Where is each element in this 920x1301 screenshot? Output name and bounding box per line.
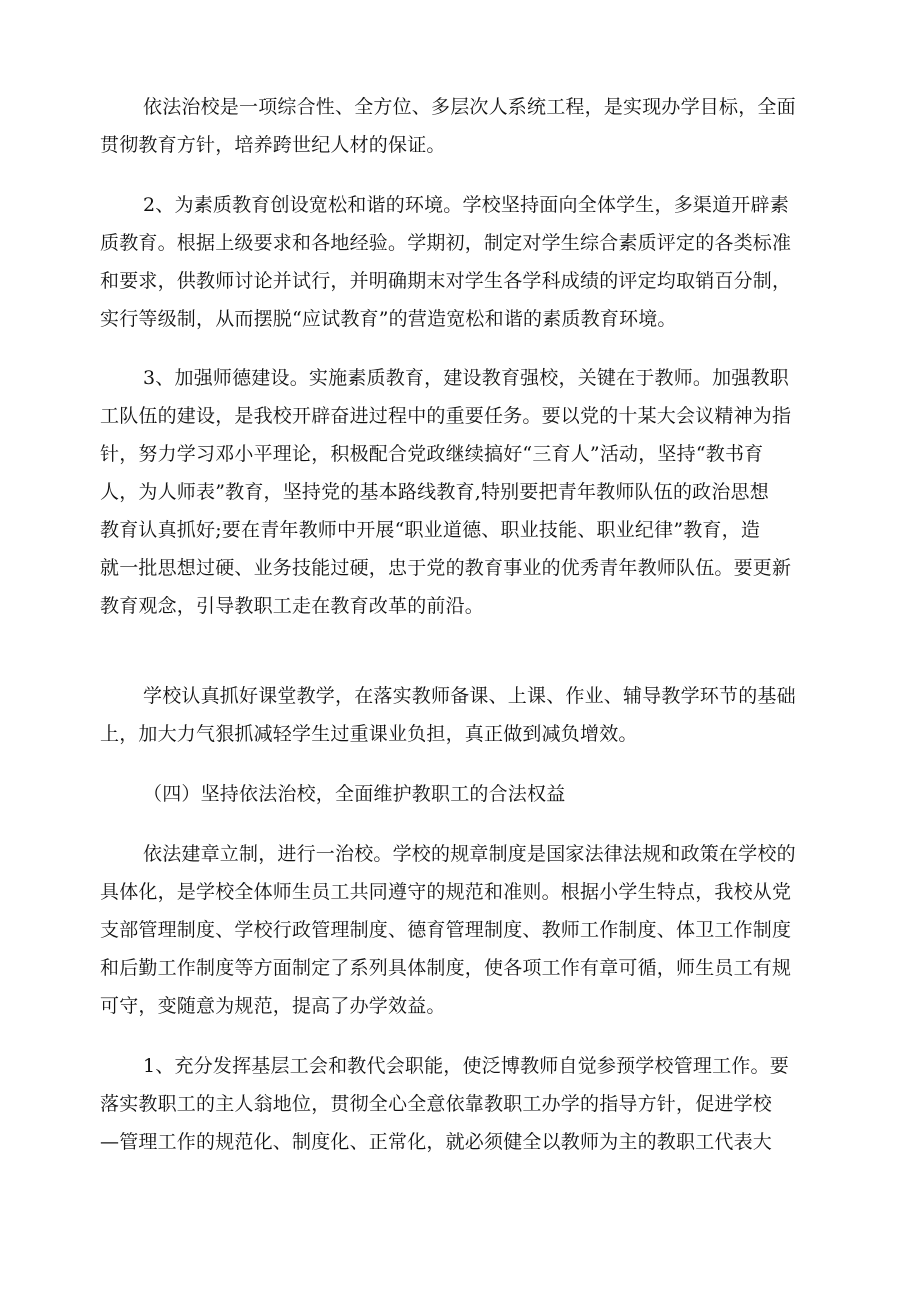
- text-line: 教育观念，引导教职工走在教育改革的前沿。: [100, 595, 485, 617]
- text-line: 支部管理制度、学校行政管理制度、德育管理制度、教师工作制度、体卫工作制度: [100, 919, 792, 941]
- text-line: 贯彻教育方针，培养跨世纪人材的保证。: [100, 134, 446, 156]
- section-heading-four: [100, 775, 840, 813]
- text-line: 人，为人师表”教育，坚持党的基本路线教育,特别要把青年教师队伍的政治思想: [100, 481, 769, 503]
- text-line: —管理工作的规范化、制度化、正常化，就必须健全以教师为主的教职工代表大: [100, 1131, 773, 1153]
- paragraph-classroom-teaching: [100, 677, 840, 753]
- text-line: 具体化，是学校全体师生员工共同遵守的规范和准则。根据小学生特点，我校从党: [100, 881, 792, 903]
- text-line: 实行等级制，从而摆脱“应试教育”的营造宽松和谐的素质教育环境。: [100, 308, 677, 330]
- text-line: 上，加大力气狠抓减轻学生过重课业负担，真正做到减负增效。: [100, 723, 638, 745]
- text-line: 就一批思想过硬、业务技能过硬，忠于党的教育事业的优秀青年教师队伍。要更新: [100, 557, 792, 579]
- text-line: 教育认真抓好;要在青年教师中开展“职业道德、职业技能、职业纪律”教育，造: [100, 519, 761, 541]
- text-line: 1、充分发挥基层工会和教代会职能，使泛博教师自觉参预学校管理工作。要: [143, 1055, 789, 1077]
- paragraph-rules-and-regulations: [100, 835, 840, 1025]
- text-line: 和要求，供教师讨论并试行，并明确期末对学生各学科成绩的评定均取销百分制，: [100, 270, 792, 292]
- text-line: 针，努力学习邓小平理论，积极配合党政继续搞好“三育人”活动，坚持“教书育: [100, 443, 764, 465]
- text-line: 依法治校是一项综合性、全方位、多层次人系统工程，是实现办学目标，全面: [143, 96, 796, 118]
- text-line: 依法建章立制，进行一治校。学校的规章制度是国家法律法规和政策在学校的: [143, 843, 796, 865]
- text-line: 落实教职工的主人翁地位，贯彻全心全意依靠教职工办学的指导方针，促进学校: [100, 1093, 773, 1115]
- text-line: 质教育。根据上级要求和各地经验。学期初，制定对学生综合素质评定的各类标准: [100, 232, 792, 254]
- section-heading: （四）坚持依法治校，全面维护教职工的合法权益: [143, 783, 566, 805]
- paragraph-item-1-union-congress: [100, 1047, 840, 1161]
- paragraph-rule-by-law-intro: [100, 88, 840, 164]
- text-line: 学校认真抓好课堂教学，在落实教师备课、上课、作业、辅导教学环节的基础: [143, 685, 796, 707]
- paragraph-item-2-quality-education: [100, 186, 840, 338]
- paragraph-item-3-teacher-ethics: [100, 359, 840, 625]
- text-line: 2、为素质教育创设宽松和谐的环境。学校坚持面向全体学生，多渠道开辟素: [143, 194, 789, 216]
- text-line: 可守，变随意为规范，提高了办学效益。: [100, 995, 446, 1017]
- text-line: 工队伍的建设，是我校开辟奋进过程中的重要任务。要以党的十某大会议精神为指: [100, 405, 792, 427]
- text-line: 3、加强师德建设。实施素质教育，建设教育强校，关键在于教师。加强教职: [143, 367, 789, 389]
- text-line: 和后勤工作制度等方面制定了系列具体制度，使各项工作有章可循，师生员工有规: [100, 957, 792, 979]
